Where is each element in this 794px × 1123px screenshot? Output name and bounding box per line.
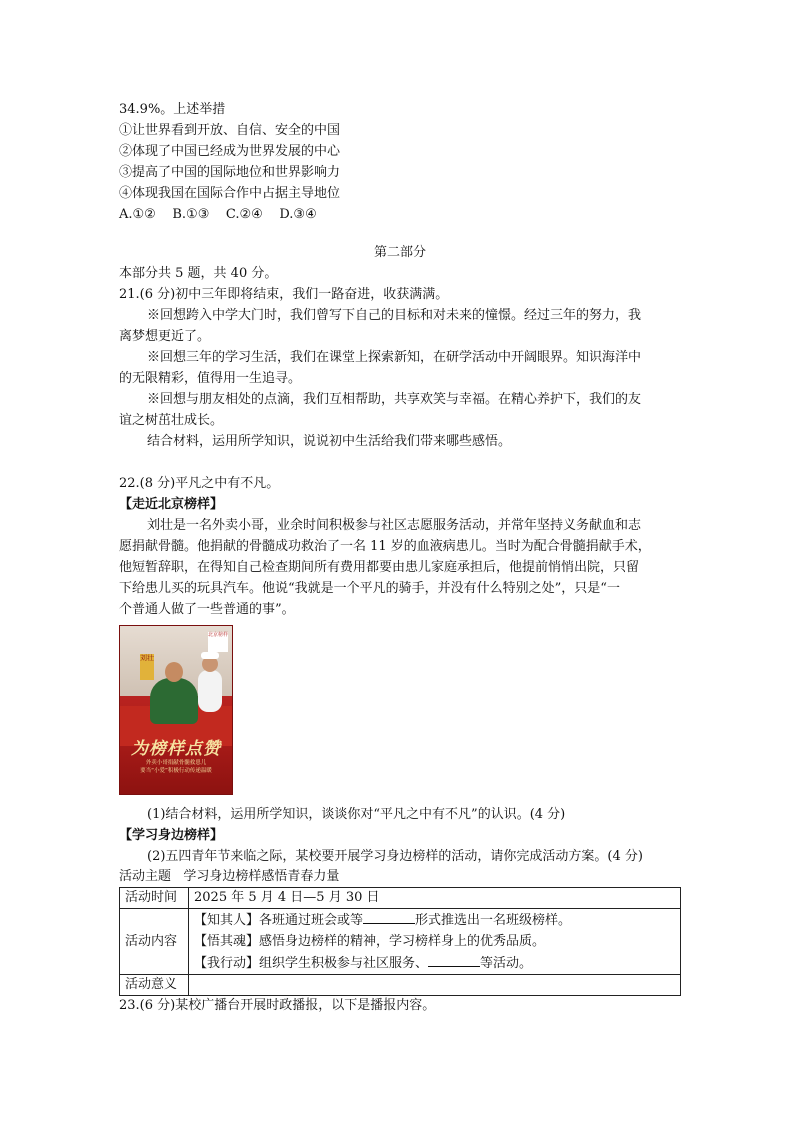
option-statement-1: ①让世界看到开放、自信、安全的中国 <box>119 123 341 138</box>
table-row <box>120 975 681 996</box>
q22-subquestion-1: (1)结合材料，运用所学知识，谈谈你对“平凡之中有不凡”的认识。(4 分) <box>147 807 566 822</box>
poster-donor-head <box>165 662 183 682</box>
content-label: 活动内容 <box>120 909 189 975</box>
q21-material-2a: ※回想三年的学习生活，我们在课堂上探索新知，在研学活动中开阔眼界。知识海洋中 <box>147 350 642 365</box>
q22-heading-learn-role-model: 【学习身边榜样】 <box>119 828 224 843</box>
poster-donor-figure <box>150 678 198 724</box>
q21-material-3a: ※回想与朋友相处的点滴，我们互相帮助，共享欢笑与幸福。在精心养护下，我们的友 <box>147 392 642 407</box>
activity-theme: 活动主题 学习身边榜样感悟青春力量 <box>119 869 340 884</box>
content-text-1a: 各班通过班会或等 <box>259 913 364 928</box>
option-statement-4: ④体现我国在国际合作中占据主导地位 <box>119 186 341 201</box>
poster-caption-1: 外卖小哥捐献骨髓救患儿 <box>145 760 207 766</box>
content-tag-3: 【我行动】 <box>194 956 260 971</box>
q22-material-line-3: 他短暂辞职，在得知自己检查期间所有费用都要由患儿家庭承担后，他提前悄悄出院，只留 <box>119 560 640 575</box>
meaning-value[interactable] <box>189 975 681 996</box>
q21-material-1a: ※回想跨入中学大门时，我们曾写下自己的目标和对未来的憧憬。经过三年的努力，我 <box>147 308 642 323</box>
fill-blank-2[interactable] <box>428 952 480 967</box>
content-text-2: 感悟身边榜样的精神，学习榜样身上的优秀品质。 <box>259 934 546 949</box>
q22-subquestion-2: (2)五四青年节来临之际，某校要开展学习身边榜样的活动，请你完成活动方案。(4 分) <box>147 849 643 864</box>
q22-material-line-1: 刘壮是一名外卖小哥，业余时间积极参与社区志愿服务活动，并常年坚持义务献血和志 <box>147 518 642 533</box>
content-text-1b: 形式推选出一名班级榜样。 <box>415 913 572 928</box>
time-label: 活动时间 <box>120 888 189 909</box>
poster-corner-logo: 北京榜样 <box>208 632 228 652</box>
section-intro: 本部分共 5 题，共 40 分。 <box>119 266 278 281</box>
poster-nurse-cap <box>201 652 219 659</box>
q22-material-line-4: 下给患儿买的玩具汽车。他说“我就是一个平凡的骑手，并没有什么特别之处”，只是“一 <box>119 581 620 596</box>
poster-caption-2: 要当“小爱”积极行动传递温暖 <box>140 768 212 774</box>
q21-material-2b: 的无限精彩，值得用一生追寻。 <box>119 371 302 386</box>
content-text-3b: 等活动。 <box>480 956 533 971</box>
q23-stem: 23.(6 分)某校广播台开展时政播报，以下是播报内容。 <box>119 998 436 1013</box>
poster-nurse-figure <box>198 670 222 712</box>
q22-heading-beijing-role-model: 【走近北京榜样】 <box>119 497 224 512</box>
top-line-1: 34.9%。上述举措 <box>119 102 226 117</box>
q21-material-3b: 谊之树茁壮成长。 <box>119 413 224 428</box>
q22-stem: 22.(8 分)平凡之中有不凡。 <box>119 476 280 491</box>
q21-stem: 21.(6 分)初中三年即将结束，我们一路奋进，收获满满。 <box>119 287 449 302</box>
fill-blank-1[interactable] <box>363 909 415 924</box>
role-model-poster-image <box>119 625 233 795</box>
table-row <box>120 888 681 909</box>
poster-name-tag: 刘壮 <box>140 654 154 680</box>
content-cell <box>189 909 681 975</box>
table-row <box>120 909 681 975</box>
time-value: 2025 年 5 月 4 日—5 月 30 日 <box>189 888 681 909</box>
q21-material-1b: 离梦想更近了。 <box>119 329 211 344</box>
poster-slogan: 为榜样点赞 <box>131 739 221 759</box>
meaning-label: 活动意义 <box>120 975 189 996</box>
content-text-3a: 组织学生积极参与社区服务、 <box>259 956 429 971</box>
answer-choices: A.①② B.①③ C.②④ D.③④ <box>119 207 317 222</box>
option-statement-2: ②体现了中国已经成为世界发展的中心 <box>119 144 341 159</box>
section-title: 第二部分 <box>373 245 426 260</box>
q22-material-line-5: 个普通人做了一些普通的事”。 <box>119 602 295 617</box>
content-tag-1: 【知其人】 <box>194 913 260 928</box>
q21-task: 结合材料，运用所学知识，说说初中生活给我们带来哪些感悟。 <box>147 434 512 449</box>
activity-plan-table <box>119 887 681 996</box>
option-statement-3: ③提高了中国的国际地位和世界影响力 <box>119 165 341 180</box>
content-tag-2: 【悟其魂】 <box>194 934 260 949</box>
q22-material-line-2: 愿捐献骨髓。他捐献的骨髓成功救治了一名 11 岁的血液病患儿。当时为配合骨髓捐献手术， <box>119 539 651 554</box>
